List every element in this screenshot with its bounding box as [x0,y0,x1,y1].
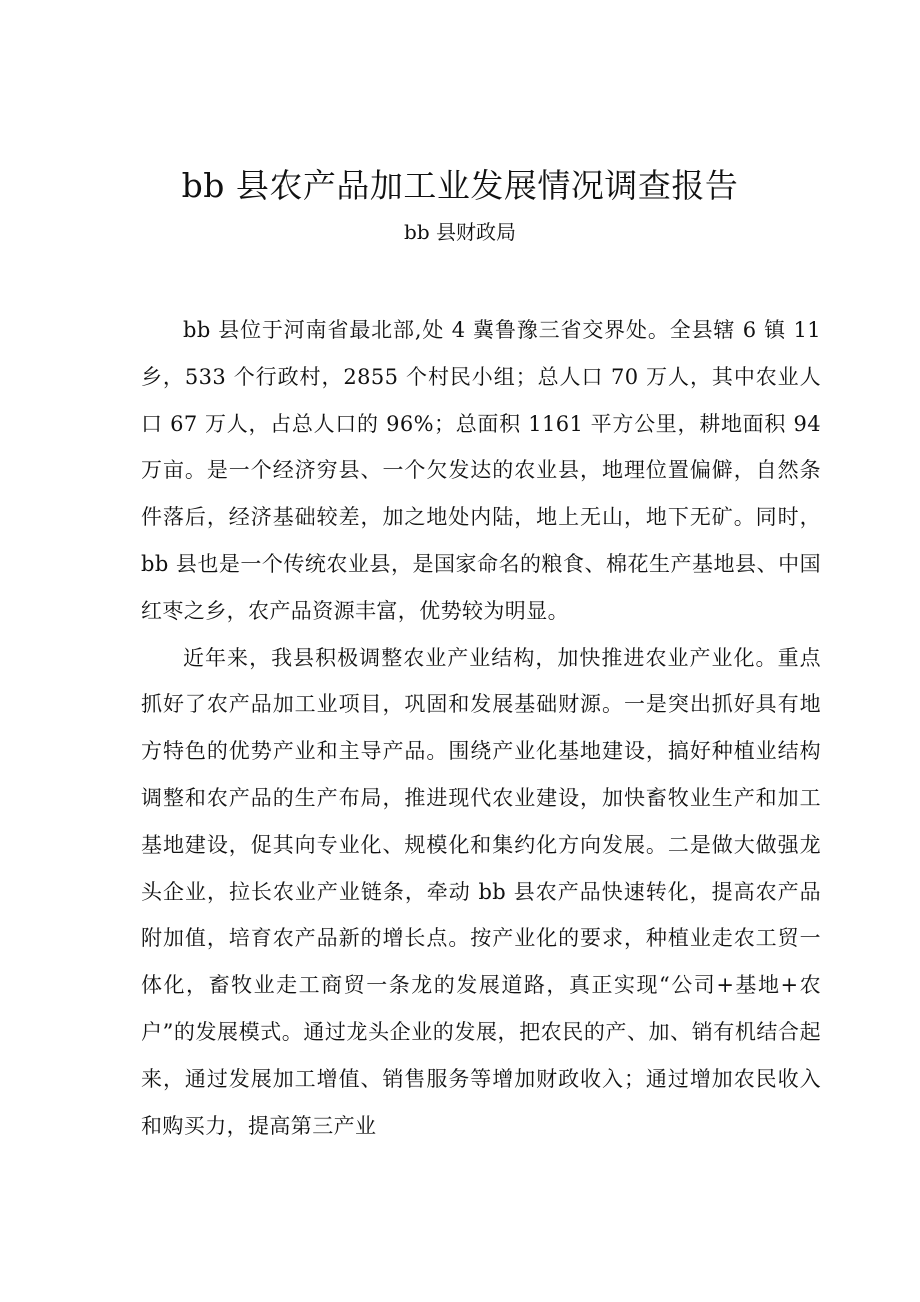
document-author: bb 县财政局 [404,220,516,244]
paragraph: bb 县位于河南省最北部,处 4 冀鲁豫三省交界处。全县辖 6 镇 11 乡，533 个行政村，2855 个村民小组；总人口 70 万人，其中农业人口 67 万人，占总人口的 96%；总面积 1161 平方公里，耕地面积 94 万亩。是一个经济穷县、一个欠发达的农业县，地理位置偏僻，自然条件落后，经济基础较差，加之地处内陆，地上无山，地下无矿。同时，bb 县也是一个传统农业县，是国家命名的粮食、棉花生产基地县、中国红枣之乡，农产品资源丰富，优势较为明显。 [141,318,821,623]
paragraph: 近年来，我县积极调整农业产业结构，加快推进农业产业化。重点抓好了农产品加工业项目，巩固和发展基础财源。一是突出抓好具有地方特色的优势产业和主导产品。围绕产业化基地建设，搞好种植业结构调整和农产品的生产布局，推进现代农业建设，加快畜牧业生产和加工基地建设，促其向专业化、规模化和集约化方向发展。二是做大做强龙头企业，拉长农业产业链条，牵动 bb 县农产品快速转化，提高农产品附加值，培育农产品新的增长点。按产业化的要求，种植业走农工贸一体化，畜牧业走工商贸一条龙的发展道路，真正实现“公司+基地+农户”的发展模式。通过龙头企业的发展，把农民的产、加、销有机结合起来，通过发展加工增值、销售服务等增加财政收入；通过增加农民收入和购买力，提高第三产业 [141,645,821,1138]
document-title: bb 县农产品加工业发展情况调查报告 [181,166,739,205]
document-body [141,307,821,1149]
